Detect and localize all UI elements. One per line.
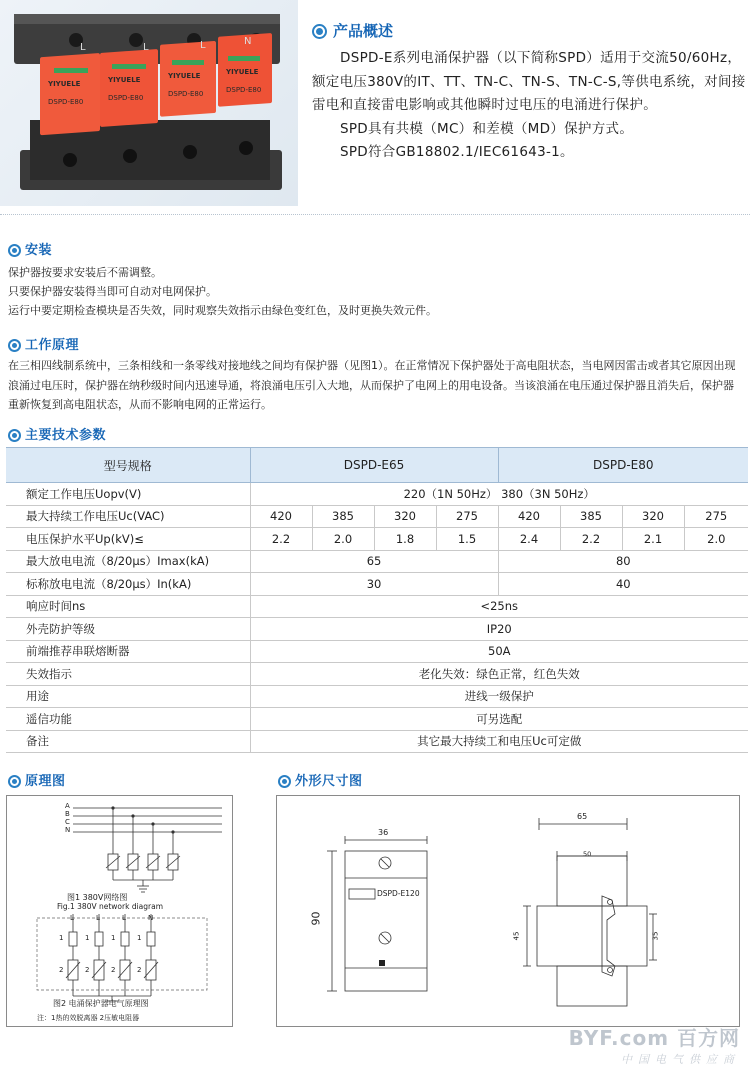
overview-title: 产品概述 xyxy=(333,22,394,40)
principle-heading xyxy=(8,334,743,353)
svg-text:YIYUELE: YIYUELE xyxy=(168,72,201,80)
schematic-title: 原理图 xyxy=(25,774,66,789)
row-label: 前端推荐串联熔断器 xyxy=(6,640,250,663)
component-number: 2 xyxy=(59,966,64,974)
row-value: 275 xyxy=(684,505,748,528)
row-value: 385 xyxy=(560,505,622,528)
dim-depth: 65 xyxy=(577,812,588,821)
row-label: 电压保护水平Up(kV)≤ xyxy=(6,528,250,551)
table-row xyxy=(6,708,748,731)
dimension-title: 外形尺寸图 xyxy=(295,774,363,789)
svg-text:YIYUELE: YIYUELE xyxy=(48,80,81,88)
row-label: 遥信功能 xyxy=(6,708,250,731)
component-number: 1 xyxy=(111,934,116,942)
table-row xyxy=(6,663,748,686)
bus-label: C xyxy=(65,818,70,826)
table-row xyxy=(6,685,748,708)
bullet-icon xyxy=(278,775,291,788)
row-value: 2.2 xyxy=(560,528,622,551)
component-number: 2 xyxy=(85,966,90,974)
component-number: 2 xyxy=(111,966,116,974)
row-label: 标称放电电流（8/20μs）In(kA) xyxy=(6,573,250,596)
row-value: 65 xyxy=(250,550,498,573)
table-row xyxy=(6,528,748,551)
row-value: 2.4 xyxy=(498,528,560,551)
svg-text:YIYUELE: YIYUELE xyxy=(108,76,141,84)
row-value: <25ns xyxy=(250,595,748,618)
terminal-label: L xyxy=(143,42,149,53)
row-value: IP20 xyxy=(250,618,748,641)
install-heading xyxy=(8,239,743,258)
row-value: 320 xyxy=(374,505,436,528)
divider xyxy=(0,214,750,215)
terminal-label: L xyxy=(200,40,206,51)
table-header-cell: DSPD-E65 xyxy=(250,448,498,483)
row-value: 275 xyxy=(436,505,498,528)
bullet-icon xyxy=(8,775,21,788)
table-row xyxy=(6,505,748,528)
dim-width: 36 xyxy=(378,828,389,837)
dimension-diagram xyxy=(276,795,740,1027)
watermark-sub: 中国电气供应商 xyxy=(621,1053,740,1066)
table-row xyxy=(6,550,748,573)
params-heading xyxy=(8,424,106,443)
bullet-icon xyxy=(8,244,21,257)
install-title: 安装 xyxy=(25,243,53,258)
fig1-caption-en: Fig.1 380V network diagram xyxy=(57,902,164,911)
install-line: 运行中要定期检查模块是否失效，同时观察失效指示由绿色变红色，及时更换失效元件。 xyxy=(8,304,437,317)
table-row xyxy=(6,595,748,618)
dim-inner: 50 xyxy=(583,850,592,858)
principle-text: 在三相四线制系统中，三条相线和一条零线对接地线之间均有保护器（见图1）。在正常情况下保护器处于高电阻状态，当电网因雷击或者其它原因出现浪涌过电压时，保护器在纳秒级时间内迅速导通，将浪涌电压引入大地，从而保护了电网上的用电设备。当该浪涌在电压通过保护器且消失后，保护器重新恢复到高电阻状态，从而不影响电网的正常运行。 xyxy=(8,359,736,411)
spec-table xyxy=(6,447,748,753)
terminal-label: L xyxy=(80,42,86,53)
schematic-diagram xyxy=(6,795,233,1027)
row-label: 失效指示 xyxy=(6,663,250,686)
row-label: 最大持续工作电压Uc(VAC) xyxy=(6,505,250,528)
install-line: 只要保护器安装得当即可自动对电网保护。 xyxy=(8,285,217,298)
row-value: 220（1N 50Hz） 380（3N 50Hz） xyxy=(250,483,748,506)
row-value: 其它最大持续工和电压Uc可定做 xyxy=(250,730,748,753)
component-number: 2 xyxy=(137,966,142,974)
table-header-cell: 型号规格 xyxy=(6,448,250,483)
table-row xyxy=(6,573,748,596)
bus-label: A xyxy=(65,802,70,810)
row-label: 用途 xyxy=(6,685,250,708)
overview-section xyxy=(312,20,748,165)
row-value: 可另选配 xyxy=(250,708,748,731)
watermark xyxy=(569,1022,740,1067)
schematic-heading xyxy=(8,770,66,789)
terminal-label: L xyxy=(96,914,100,922)
component-number: 1 xyxy=(85,934,90,942)
overview-paragraph: DSPD-E系列电涌保护器（以下简称SPD）适用于交流50/60Hz，额定电压380V的IT、TT、TN-C、TN-S、TN-C-S,等供电系统，对间接雷电和直接雷电影响或其他瞬时过电压的电涌进行保护。 xyxy=(312,50,746,113)
bus-label: N xyxy=(65,826,71,834)
svg-text:YIYUELE: YIYUELE xyxy=(226,68,259,76)
dim-rail-inner: 35 xyxy=(651,931,660,941)
bullet-icon xyxy=(8,339,21,352)
row-value: 2.0 xyxy=(684,528,748,551)
row-value: 2.1 xyxy=(622,528,684,551)
install-section xyxy=(8,239,743,320)
svg-text:DSPD-E80: DSPD-E80 xyxy=(168,90,204,98)
row-value: 1.8 xyxy=(374,528,436,551)
row-value: 80 xyxy=(498,550,748,573)
table-row xyxy=(6,640,748,663)
overview-heading xyxy=(312,20,748,41)
table-header-row xyxy=(6,448,748,483)
row-value: 30 xyxy=(250,573,498,596)
row-value: 2.2 xyxy=(250,528,312,551)
row-label: 外壳防护等级 xyxy=(6,618,250,641)
row-value: 320 xyxy=(622,505,684,528)
row-label: 备注 xyxy=(6,730,250,753)
terminal-label: N xyxy=(244,36,252,47)
component-number: 1 xyxy=(137,934,142,942)
model-label: DSPD-E120 xyxy=(377,889,420,898)
svg-text:DSPD-E80: DSPD-E80 xyxy=(48,98,84,106)
dim-rail: 45 xyxy=(512,931,521,941)
row-label: 响应时间ns xyxy=(6,595,250,618)
principle-title: 工作原理 xyxy=(25,338,80,353)
row-value: 420 xyxy=(250,505,312,528)
terminal-label: L xyxy=(70,914,74,922)
bullet-icon xyxy=(8,429,21,442)
row-value: 2.0 xyxy=(312,528,374,551)
params-title: 主要技术参数 xyxy=(25,428,107,443)
terminal-label: L xyxy=(122,914,126,922)
principle-section xyxy=(8,334,743,415)
row-value: 50A xyxy=(250,640,748,663)
row-value: 40 xyxy=(498,573,748,596)
spec-table-wrap xyxy=(6,447,748,753)
dimension-heading xyxy=(278,770,363,789)
install-line: 保护器按要求安装后不需调整。 xyxy=(8,266,162,279)
svg-text:DSPD-E80: DSPD-E80 xyxy=(108,94,144,102)
table-row xyxy=(6,618,748,641)
fig2-caption: 图2 电涌保护器电气原理图 xyxy=(53,999,149,1008)
row-label: 最大放电电流（8/20μs）Imax(kA) xyxy=(6,550,250,573)
row-label: 额定工作电压Uopv(V) xyxy=(6,483,250,506)
table-header-cell: DSPD-E80 xyxy=(498,448,748,483)
product-photo xyxy=(0,0,298,206)
overview-paragraph: SPD具有共模（MC）和差模（MD）保护方式。 xyxy=(340,120,634,137)
row-value: 1.5 xyxy=(436,528,498,551)
row-value: 老化失效：绿色正常，红色失效 xyxy=(250,663,748,686)
fig1-caption: 图1 380V网络图 xyxy=(67,893,128,902)
table-row xyxy=(6,483,748,506)
schematic-note: 注：1热的效脱离器 2压敏电阻器 xyxy=(37,1014,140,1022)
svg-text:DSPD-E80: DSPD-E80 xyxy=(226,86,262,94)
row-value: 385 xyxy=(312,505,374,528)
bus-label: B xyxy=(65,810,70,818)
overview-paragraph: SPD符合GB18802.1/IEC61643-1。 xyxy=(340,144,574,160)
row-value: 进线一级保护 xyxy=(250,685,748,708)
row-value: 420 xyxy=(498,505,560,528)
component-number: 1 xyxy=(59,934,64,942)
bullet-icon xyxy=(312,24,327,39)
terminal-label: N xyxy=(148,914,154,922)
dim-height: 90 xyxy=(309,911,323,926)
table-row xyxy=(6,730,748,753)
watermark-logo: BYF.com 百方网 xyxy=(568,1026,740,1050)
